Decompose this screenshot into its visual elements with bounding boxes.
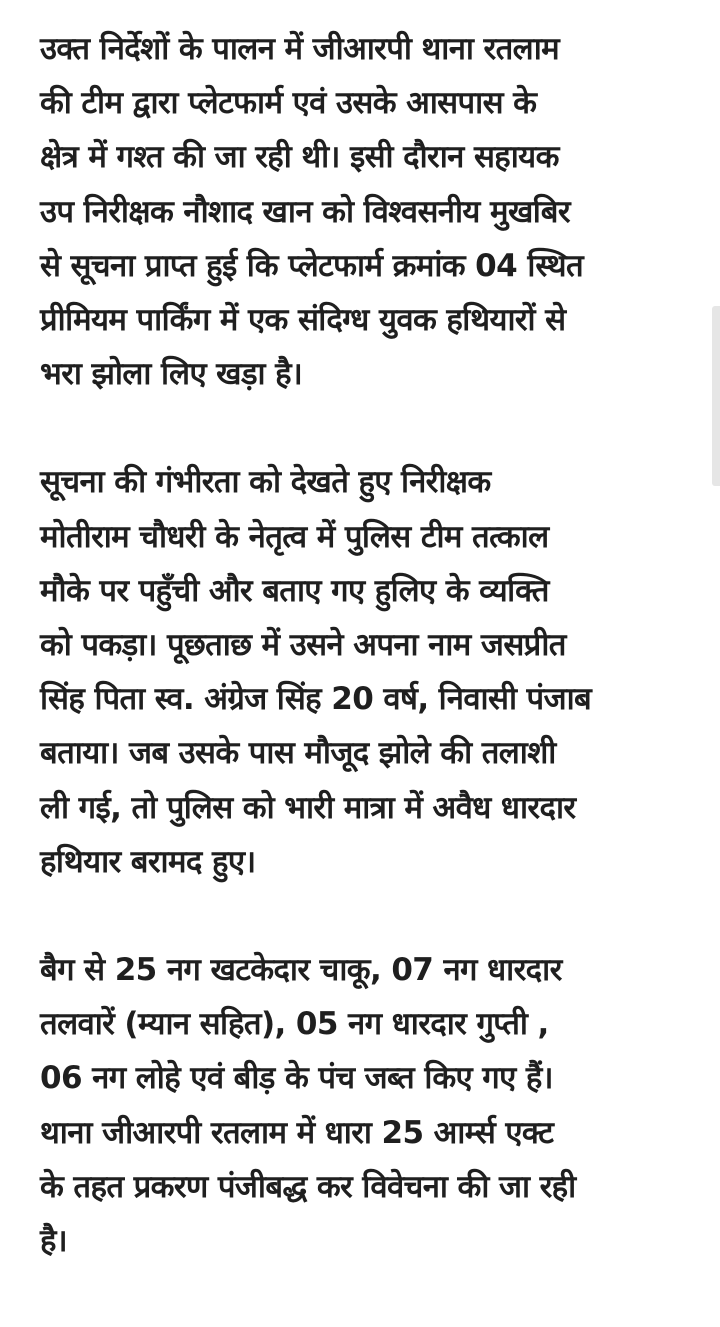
- text-line: तलवारें (म्यान सहित), 05 नग धारदार गुप्ती ,: [40, 1006, 549, 1043]
- text-line: थाना जीआरपी रतलाम में धारा 25 आर्म्स एक्ट: [40, 1114, 554, 1151]
- text-line: सिंह पिता स्व. अंग्रेज सिंह 20 वर्ष, निवासी पंजाब: [40, 681, 592, 718]
- text-line: क्षेत्र में गश्त की जा रही थी। इसी दौरान सहायक: [40, 139, 559, 176]
- text-line: से सूचना प्राप्त हुई कि प्लेटफार्म क्रमांक 04 स्थित: [40, 247, 584, 284]
- text-line: सूचना की गंभीरता को देखते हुए निरीक्षक: [40, 464, 491, 501]
- paragraph-3: [40, 943, 685, 1268]
- text-line: उक्त निर्देशों के पालन में जीआरपी थाना रतलाम: [40, 31, 560, 67]
- paragraph-2: [40, 455, 685, 889]
- text-line: हथियार बरामद हुए।: [40, 843, 256, 880]
- text-line: ली गई, तो पुलिस को भारी मात्रा में अवैध धारदार: [40, 789, 576, 826]
- text-line: मोतीराम चौधरी के नेतृत्व में पुलिस टीम तत्काल: [40, 518, 549, 555]
- article-body: [40, 22, 685, 1268]
- text-line: बताया। जब उसके पास मौजूद झोले की तलाशी: [40, 735, 556, 772]
- text-line: मौके पर पहुँची और बताए गए हुलिए के व्यक्ति: [40, 572, 549, 609]
- text-line: है।: [40, 1223, 68, 1260]
- text-line: के तहत प्रकरण पंजीबद्ध कर विवेचना की जा रही: [40, 1168, 576, 1205]
- text-line: उप निरीक्षक नौशाद खान को विश्वसनीय मुखबिर: [40, 193, 570, 230]
- paragraph-1: [40, 22, 685, 401]
- scroll-indicator[interactable]: [712, 306, 720, 486]
- text-line: बैग से 25 नग खटकेदार चाकू, 07 नग धारदार: [40, 952, 562, 989]
- text-line: की टीम द्वारा प्लेटफार्म एवं उसके आसपास के: [40, 85, 537, 122]
- text-line: 06 नग लोहे एवं बीड़ के पंच जब्त किए गए हैं।: [40, 1060, 553, 1097]
- text-line: को पकड़ा। पूछताछ में उसने अपना नाम जसप्रीत: [40, 627, 566, 664]
- text-line: भरा झोला लिए खड़ा है।: [40, 356, 303, 393]
- text-line: प्रीमियम पार्किंग में एक संदिग्ध युवक हथियारों से: [40, 302, 566, 339]
